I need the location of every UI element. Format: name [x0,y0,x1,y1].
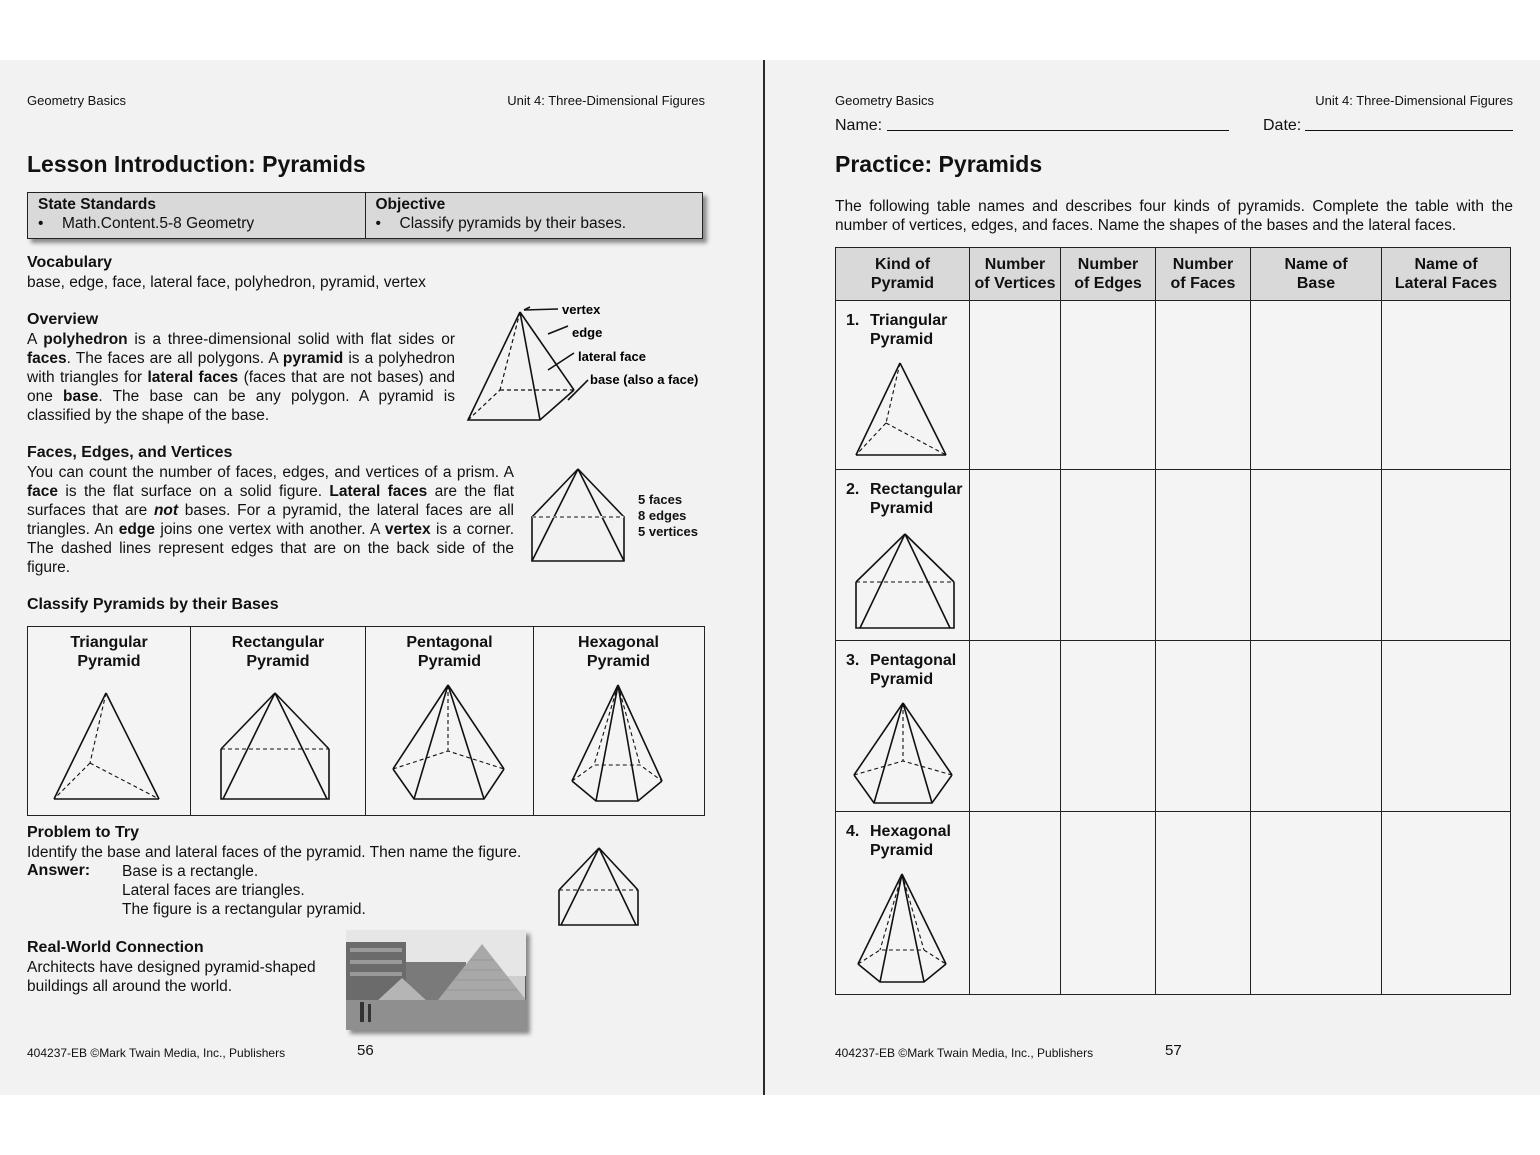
triangular-pyramid-icon [28,679,190,809]
header-right: Unit 4: Three-Dimensional Figures [1315,93,1513,108]
standards-heading: State Standards [38,196,157,213]
label-lateral-face: lateral face [578,349,646,364]
term-lateral-faces: Lateral faces [329,483,428,500]
hexagonal-pyramid-icon [534,679,704,809]
answer-line: The figure is a rectangular pyramid. [122,901,366,918]
lateral-faces-answer-cell[interactable] [1382,812,1511,995]
triangular-pyramid-icon [836,359,969,464]
text-run: You can count the number of faces, edges, and vertices of a prism. A [27,464,514,481]
answer-list [122,862,366,919]
column-header: Number of Faces [1156,248,1251,301]
text-run: . The base can be any polygon. A pyramid is classified by the shape of the base. [27,388,455,424]
edges-answer-cell[interactable] [1061,641,1156,812]
overview-text [27,330,455,425]
faces-answer-cell[interactable] [1156,812,1251,995]
labeled-pyramid-diagram [460,298,710,428]
vertices-answer-cell[interactable] [970,641,1061,812]
row-number: 1. [846,312,860,329]
answer-line: Base is a rectangle. [122,863,259,880]
column-header: Name of Lateral Faces [1382,248,1511,301]
text-run: joins one vertex with another. A [154,521,385,538]
text-run: is a corner. The dashed lines represent edges that are on the back side of the figure. [27,521,514,576]
column-header: Number of Edges [1061,248,1156,301]
cell-label: Triangular [70,634,148,651]
edges-count: 8 edges [638,508,687,523]
text-run: is the flat surface on a solid figure. [58,483,330,500]
practice-intro: The following table names and describes four kinds of pyramids. Complete the table with the number of vertices, edges, and faces. Name the shapes of the bases and the lateral faces. [835,198,1513,234]
kind-cell: 4. Hexagonal Pyramid [836,812,970,995]
page-number: 57 [1165,1042,1182,1059]
label-edge: edge [572,325,603,340]
text-run: bases. For a pyramid, the lateral faces are all triangles. An [27,502,515,538]
vertices-answer-cell[interactable] [970,470,1061,641]
row-number: 3. [846,652,860,669]
practice-table [835,247,1511,995]
page-title: Lesson Introduction: Pyramids [27,151,366,177]
hexagonal-pyramid-icon [836,870,969,988]
lateral-faces-answer-cell[interactable] [1382,301,1511,470]
rectangular-pyramid-icon [191,679,366,809]
problem-pyramid-diagram [555,844,645,930]
bullet-icon: • [38,215,44,232]
table-row [836,470,1511,641]
lateral-faces-answer-cell[interactable] [1382,641,1511,812]
header-right: Unit 4: Three-Dimensional Figures [507,93,705,108]
left-page [0,60,763,1095]
cell-label: Pyramid [246,653,310,670]
answer-label: Answer: [27,862,91,879]
page-number: 56 [357,1042,374,1059]
classify-table [27,626,705,816]
text-run: is a three-dimensional solid with flat sides or [127,331,455,348]
overview-heading: Overview [27,311,99,328]
faces-count: 5 faces [638,492,683,507]
text-run: . The faces are all polygons. A [66,350,283,367]
column-header: Number of Vertices [970,248,1061,301]
row-number: 4. [846,823,860,840]
problem-question: Identify the base and lateral faces of the pyramid. Then name the figure. [27,844,522,861]
text-run: (faces that are not bases) and one [27,369,455,405]
edges-answer-cell[interactable] [1061,812,1156,995]
cell-label: Pyramid [77,653,141,670]
real-world-heading: Real-World Connection [27,939,204,956]
cell-label: Pentagonal [406,634,493,651]
problem-heading: Problem to Try [27,824,140,841]
right-page [765,60,1540,1095]
faces-answer-cell[interactable] [1156,641,1251,812]
standards-column [28,193,365,238]
page-title: Practice: Pyramids [835,151,1043,177]
label-vertex: vertex [562,302,601,317]
table-row [836,301,1511,470]
term-base: base [63,388,99,405]
lateral-faces-answer-cell[interactable] [1382,470,1511,641]
label-base: base (also a face) [590,372,699,387]
standards-item: Math.Content.5-8 Geometry [62,215,255,232]
faces-edges-heading: Faces, Edges, and Vertices [27,444,233,461]
name-label: Name: [835,117,883,134]
standards-box [27,192,703,239]
faces-answer-cell[interactable] [1156,470,1251,641]
vocabulary-text: base, edge, face, lateral face, polyhedron, pyramid, vertex [27,274,426,291]
term-polyhedron: polyhedron [43,331,128,348]
faces-edges-text [27,463,514,577]
answer-line: Lateral faces are triangles. [122,882,305,899]
objective-heading: Objective [375,196,446,213]
cell-label: Pyramid [586,653,651,670]
cell-label: Pyramid [417,653,482,670]
term-edge: edge [118,521,155,538]
table-header-row [836,248,1511,301]
rectangular-pyramid-diagram [528,465,638,565]
cell-label: Rectangular [231,634,325,651]
kind-cell: 1. Triangular Pyramid [836,301,970,470]
classify-cell-hexagonal [533,627,703,815]
pentagonal-pyramid-icon [836,699,969,809]
text-run: A [27,331,44,348]
term-face: face [27,483,59,500]
text-run: are the flat surfaces that are [27,483,514,519]
column-header: Name of Base [1251,248,1382,301]
classify-heading: Classify Pyramids by their Bases [27,596,279,613]
footer-code: 404237-EB ©Mark Twain Media, Inc., Publishers [27,1046,286,1060]
term-vertex: vertex [384,521,431,538]
objective-item: Classify pyramids by their bases. [399,215,627,232]
kind-cell: 3. Pentagonal Pyramid [836,641,970,812]
header-left: Geometry Basics [835,93,934,108]
classify-cell-triangular [28,627,190,815]
base-answer-cell[interactable] [1251,641,1382,812]
faces-answer-cell[interactable] [1156,301,1251,470]
kind-cell: 2. Rectangular Pyramid [836,470,970,641]
objective-column [365,193,703,238]
pentagonal-pyramid-icon [366,679,534,809]
date-input-line[interactable] [1305,130,1513,131]
row-number: 2. [846,481,860,498]
vertices-count: 5 vertices [638,524,698,539]
edges-answer-cell[interactable] [1061,470,1156,641]
real-world-text: Architects have designed pyramid-shaped buildings all around the world. [27,959,316,995]
base-answer-cell[interactable] [1251,470,1382,641]
term-pyramid: pyramid [282,350,344,367]
vocabulary-heading: Vocabulary [27,254,113,271]
counts-list [638,492,698,540]
column-header: Kind of Pyramid [836,248,970,301]
classify-cell-rectangular [190,627,365,815]
date-label: Date: [1263,117,1302,134]
cell-label: Hexagonal [578,634,659,651]
term-not: not [153,502,179,519]
text-run: is a polyhedron with triangles for [27,350,455,386]
footer-code: 404237-EB ©Mark Twain Media, Inc., Publishers [835,1046,1094,1060]
louvre-photo [346,930,526,1030]
bullet-icon: • [375,215,381,232]
name-input-line[interactable] [887,130,1229,131]
vertices-answer-cell[interactable] [970,812,1061,995]
base-answer-cell[interactable] [1251,812,1382,995]
table-row [836,641,1511,812]
base-answer-cell[interactable] [1251,301,1382,470]
edges-answer-cell[interactable] [1061,301,1156,470]
rectangular-pyramid-icon [836,528,969,633]
header-left: Geometry Basics [27,93,126,108]
vertices-answer-cell[interactable] [970,301,1061,470]
table-row [836,812,1511,995]
term-lateral-faces: lateral faces [147,369,239,386]
term-faces: faces [27,350,67,367]
classify-cell-pentagonal [365,627,533,815]
